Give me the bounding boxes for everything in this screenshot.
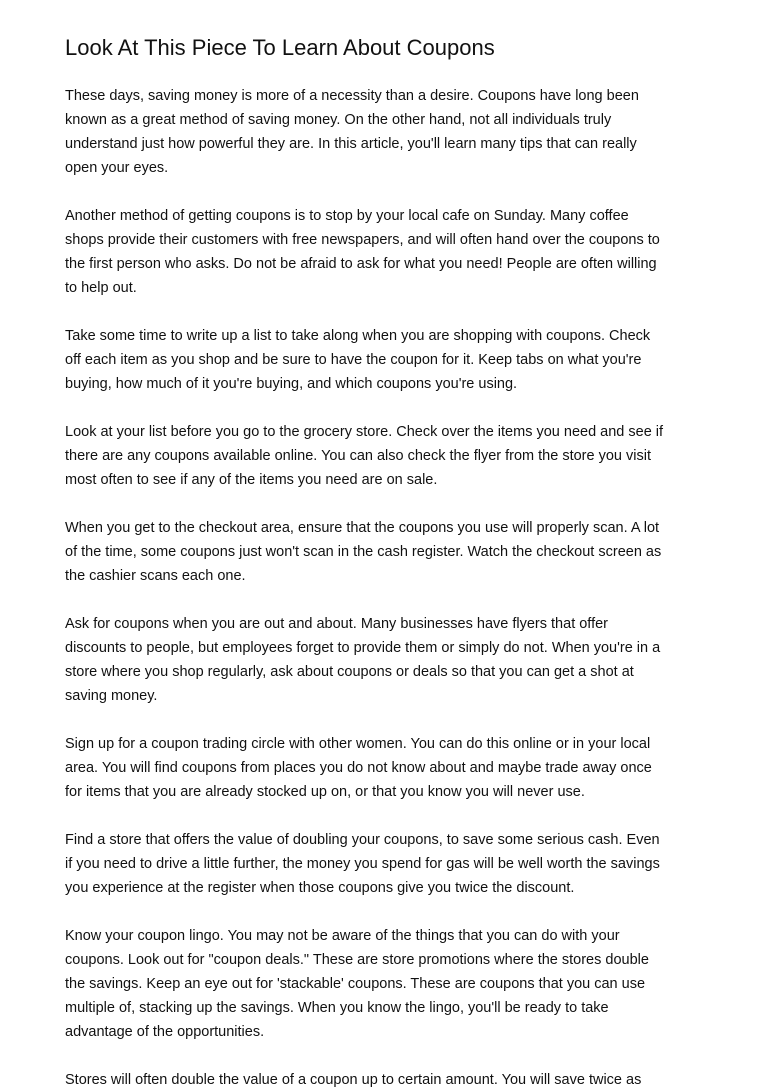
document-body <box>65 84 710 1087</box>
text-line: Know your coupon lingo. You may not be aware of the things that you can do with your <box>65 928 620 944</box>
paragraph <box>65 924 710 1044</box>
text-line: off each item as you shop and be sure to have the coupon for it. Keep tabs on what you're <box>65 352 642 368</box>
text-line: the cashier scans each one. <box>65 568 246 584</box>
paragraph <box>65 420 710 492</box>
paragraph <box>65 828 710 900</box>
document-title: Look At This Piece To Learn About Coupons <box>65 35 495 60</box>
text-line: advantage of the opportunities. <box>65 1024 265 1040</box>
text-line: there are any coupons available online. You can also check the flyer from the store you visit <box>65 448 651 464</box>
text-line: Another method of getting coupons is to stop by your local cafe on Sunday. Many coffee <box>65 208 629 224</box>
text-line: coupons. Look out for "coupon deals." These are store promotions where the stores double <box>65 952 649 968</box>
paragraph <box>65 516 710 588</box>
text-line: you experience at the register when those coupons give you twice the discount. <box>65 880 575 896</box>
text-line: most often to see if any of the items you need are on sale. <box>65 472 438 488</box>
paragraph <box>65 204 710 300</box>
paragraph <box>65 612 710 708</box>
text-line: shops provide their customers with free newspapers, and will often hand over the coupons to <box>65 232 660 248</box>
text-line: to help out. <box>65 280 137 296</box>
text-line: for items that you are already stocked up on, or that you know you will never use. <box>65 784 585 800</box>
text-line: open your eyes. <box>65 160 169 176</box>
text-line: When you get to the checkout area, ensure that the coupons you use will properly scan. A lot <box>65 520 660 536</box>
text-line: of the time, some coupons just won't scan in the cash register. Watch the checkout screen as <box>65 544 662 560</box>
text-line: discounts to people, but employees forget to provide them or simply do not. When you're in a <box>65 640 661 656</box>
text-line: multiple of, stacking up the savings. When you know the lingo, you'll be ready to take <box>65 1000 609 1016</box>
text-line: Sign up for a coupon trading circle with other women. You can do this online or in your local <box>65 736 651 752</box>
text-line: saving money. <box>65 688 158 704</box>
paragraph <box>65 1068 710 1087</box>
text-line: Stores will often double the value of a coupon up to certain amount. You will save twice as <box>65 1072 642 1087</box>
text-line: if you need to drive a little further, the money you spend for gas will be well worth the savings <box>65 856 660 872</box>
text-line: the first person who asks. Do not be afraid to ask for what you need! People are often willing <box>65 256 657 272</box>
text-line: area. You will find coupons from places you do not know about and maybe trade away once <box>65 760 652 776</box>
text-line: store where you shop regularly, ask about coupons or deals so that you can get a shot at <box>65 664 634 680</box>
text-line: understand just how powerful they are. In this article, you'll learn many tips that can really <box>65 136 637 152</box>
text-line: Take some time to write up a list to take along when you are shopping with coupons. Check <box>65 328 651 344</box>
text-line: known as a great method of saving money. On the other hand, not all individuals truly <box>65 112 612 128</box>
text-line: Find a store that offers the value of doubling your coupons, to save some serious cash. Even <box>65 832 660 848</box>
paragraph <box>65 84 710 180</box>
text-line: Look at your list before you go to the grocery store. Check over the items you need and see if <box>65 424 664 440</box>
text-line: Ask for coupons when you are out and about. Many businesses have flyers that offer <box>65 616 608 632</box>
paragraph <box>65 324 710 396</box>
paragraph <box>65 732 710 804</box>
text-line: buying, how much of it you're buying, and which coupons you're using. <box>65 376 518 392</box>
text-line: the savings. Keep an eye out for 'stackable' coupons. These are coupons that you can use <box>65 976 646 992</box>
text-line: These days, saving money is more of a necessity than a desire. Coupons have long been <box>65 88 639 104</box>
